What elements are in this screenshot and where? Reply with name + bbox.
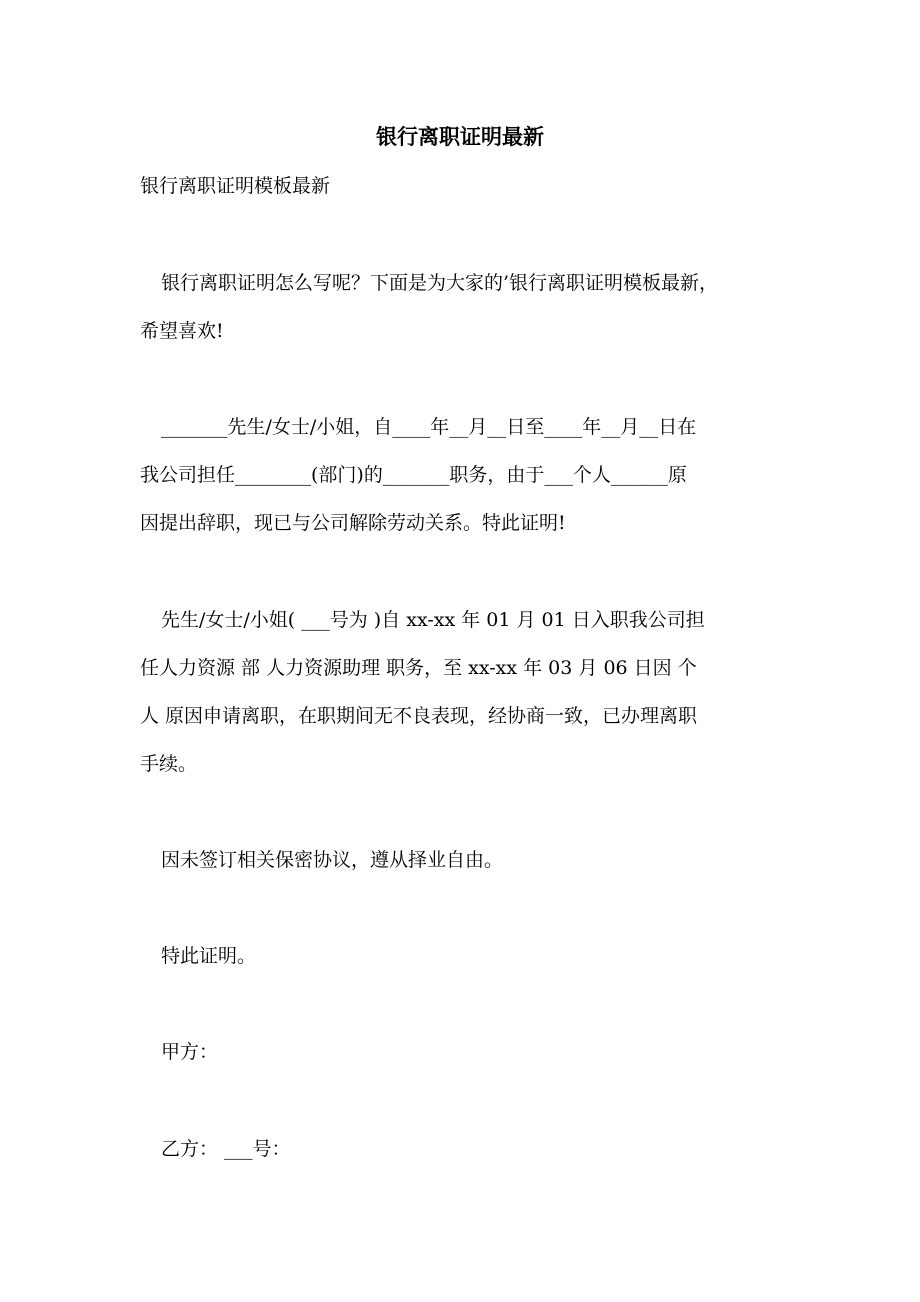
paragraph-line: 我公司担任________(部门)的_______职务，由于___个人______原 [140,464,687,486]
document-title: 银行离职证明最新 [376,124,544,149]
example-paragraph [140,596,790,788]
paragraph-line: 因未签订相关保密协议，遵从择业自由。 [161,849,504,871]
paragraph-line: 特此证明。 [161,945,257,967]
intro-paragraph [140,259,790,355]
confidentiality-paragraph [140,836,790,884]
paragraph-line: 人 原因申请离职，在职期间无不良表现，经协商一致，已办理离职 [140,705,698,727]
paragraph-line: 银行离职证明怎么写呢？下面是为大家的’银行离职证明模板最新， [161,272,719,294]
party-b-line [140,1125,790,1173]
party-a-line [140,1028,790,1076]
paragraph-line: 先生/女士/小姐( ___号为 )自 xx-xx 年 01 月 01 日入职我公司担 [161,609,705,631]
certification-paragraph [140,932,790,980]
document-subtitle: 银行离职证明模板最新 [140,175,331,197]
paragraph-line: 手续。 [140,753,198,775]
paragraph-line: 乙方： ___号： [161,1138,291,1160]
paragraph-line: 任人力资源 部 人力资源助理 职务，至 xx-xx 年 03 月 06 日因 个 [140,657,697,679]
paragraph-line: 甲方： [161,1041,219,1063]
paragraph-line: 希望喜欢! [140,320,224,342]
template-paragraph [140,403,790,547]
paragraph-line: _______先生/女士/小姐，自____年__月__日至____年__月__日在 [161,416,697,438]
paragraph-line: 因提出辞职，现已与公司解除劳动关系。特此证明! [140,512,566,534]
